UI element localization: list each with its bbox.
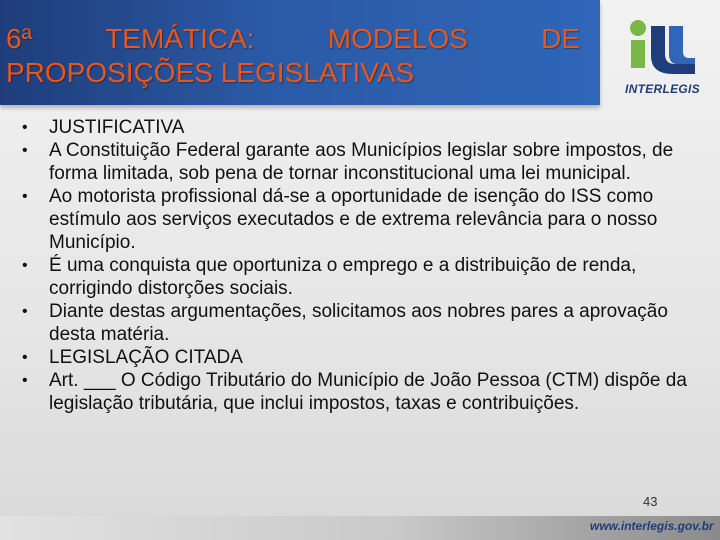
bullet-list xyxy=(22,116,712,415)
list-item-text: É uma conquista que oportuniza o emprego e a distribuição de renda, corrigindo distorções sociais. xyxy=(49,255,637,299)
bullet-marker: • xyxy=(22,257,28,274)
list-item xyxy=(22,369,712,415)
bullet-marker: • xyxy=(22,119,28,136)
list-item-text: Art. ___ O Código Tributário do Município de João Pessoa (CTM) dispõe da legislação tributária, que inclui impostos, taxas e contribuições. xyxy=(49,370,687,414)
bullet-marker: • xyxy=(22,349,28,366)
list-item-text: Diante destas argumentações, solicitamos aos nobres pares a aprovação desta matéria. xyxy=(49,301,668,345)
bullet-marker: • xyxy=(22,142,28,159)
list-item xyxy=(22,300,712,346)
footer-url: www.interlegis.gov.br xyxy=(590,519,714,533)
interlegis-emblem-icon xyxy=(615,12,710,82)
title-line-2: PROPOSIÇÕES LEGISLATIVAS xyxy=(6,57,415,88)
page-number: 43 xyxy=(643,494,658,509)
logo-wordmark: INTERLEGIS xyxy=(624,82,700,96)
slide-title xyxy=(6,22,580,90)
list-item xyxy=(22,185,712,254)
list-item xyxy=(22,254,712,300)
list-item-text: LEGISLAÇÃO CITADA xyxy=(49,347,243,368)
interlegis-logo xyxy=(615,12,710,100)
list-item xyxy=(22,139,712,185)
title-line-1 xyxy=(6,22,580,56)
bullet-marker: • xyxy=(22,303,28,320)
title-part: DE xyxy=(541,23,580,54)
slide-body xyxy=(22,116,712,415)
title-part: TEMÁTICA: xyxy=(105,23,255,54)
bullet-marker: • xyxy=(22,372,28,389)
list-item-text: A Constituição Federal garante aos Municípios legislar sobre impostos, de forma limitada, sob pena de tornar inconstitucional uma lei municipal. xyxy=(49,140,674,184)
list-item xyxy=(22,346,712,369)
bullet-marker: • xyxy=(22,188,28,205)
list-item xyxy=(22,116,712,139)
list-item-text: JUSTIFICATIVA xyxy=(49,117,185,138)
title-part: MODELOS xyxy=(327,23,468,54)
title-part: 6ª xyxy=(6,23,32,54)
list-item-text: Ao motorista profissional dá-se a oportunidade de isenção do ISS como estímulo aos serviços executados e de extrema relevância para o nosso Município. xyxy=(49,186,658,253)
title-band xyxy=(0,0,600,105)
